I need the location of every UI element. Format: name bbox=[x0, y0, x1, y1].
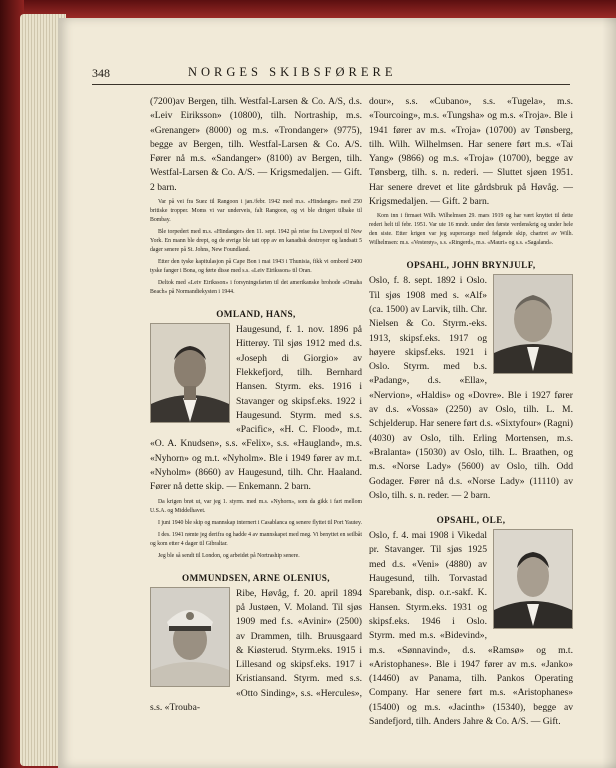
right-column bbox=[369, 95, 573, 729]
war-note: Ble torpedert med m.s. «Hindanger» den 11. sept. 1942 på reise fra Liverpool til New York. En mann ble drept, og de øvrige ble tatt opp av en kanadisk destroyer og landsatt 5 dager senere på St. Johns, New Foundland. bbox=[150, 229, 362, 254]
page-number: 348 bbox=[92, 66, 110, 80]
war-note: Jeg ble så sendt til London, og arbeidet på Nortraship senere. bbox=[158, 552, 300, 559]
war-note: Var på vei fra Suez til Rangoon i jan./febr. 1942 med m.s. «Hindanger» med 250 britiske tropper. Moms vi var underveis, falt Rangoon, og vi ble dirigert tilbake til Bombay. bbox=[150, 199, 362, 224]
entry-opsahl-john bbox=[369, 260, 573, 503]
entry-opsahl-ole bbox=[369, 515, 573, 729]
entry-name-heading: OPSAHL, JOHN BRYNJULF, bbox=[406, 260, 536, 271]
portrait-photo bbox=[150, 587, 230, 687]
portrait-photo bbox=[493, 274, 573, 374]
entry-ommundsen bbox=[150, 573, 362, 716]
running-title: NORGES SKIBSFØRERE bbox=[188, 65, 397, 79]
war-note: I des. 1941 rømte jeg derifra og hadde 4 av mannskapet med meg. Vi benyttet en seilbåt og kom etter 4 dager til Gibraltar. bbox=[150, 531, 362, 547]
war-note: Da krigen brøt ut, var jeg 1. styrm. med m.s. «Nyhorn», som da gikk i fart mellom U.S.A. og Middelhavet. bbox=[150, 498, 362, 514]
entry-name-heading: OMLAND, HANS, bbox=[216, 309, 296, 320]
entry-omland bbox=[150, 309, 362, 561]
portrait-photo bbox=[150, 323, 230, 423]
entry-continuation-text: (7200)av Bergen, tilh. Westfal-Larsen & Co. A/S, d.s. «Leiv Eiriksson» (10800), tilh. Nortraship, m.s. «Grenanger» (8000) og m.s. «Trondanger» (9775), begge av Bergen, tilh. Westfal-Larsen & Co. A/S. Fører nå m.s. «Sandanger» (8100) av Bergen, tilh. Westfal-Larsen & Co. A/S. — Krigsmedaljen. — Gift. 2 barn. bbox=[150, 96, 362, 193]
portrait-older-man-icon bbox=[494, 275, 572, 373]
entry-body-text: Oslo, f. 4. mai 1908 i Vikedal pr. Stavanger. Til sjøs 1925 med d.s. «Veni» (4880) av Haugesund, tilh. Torvastad Sparebank, disp. o.r.-sakf. K. Hansen. Styrm.eks. 1931 og skipsf.eks. 1946 i Oslo. Styrm. med m.s. «Bidevind», m.s. «Sønnavind», d.s. «Ramsø» og m.t. «Aristophanes». Ble i 1947 fører av m.s. «Janko» (14460) av Panama, tilh. Pankos Operating Company. Har senere ført m.s. «Aristophanes» (15400) og m.s. «Jacinth» (15340), begge av Sandefjord, tilh. Anders Jahre & Co. A/S. — Gift. bbox=[369, 530, 573, 727]
entry-name-heading: OPSAHL, OLE, bbox=[436, 515, 506, 526]
portrait-captain-cap-icon bbox=[151, 588, 229, 686]
entry-continuation-text: dour», s.s. «Cubano», s.s. «Tugela», m.s. «Tourcoing», m.s. «Tungsha» og m.s. «Troja». Ble i 1941 fører av m.s. «Troja» (10700) av Tønsberg, tilh. Wilh. Wilhelmsen. Har senere ført m.s. «Tai Yang» (9866) og m.s. «Troja» (10700), begge av Tønsberg, tilh. s. n. rederi. — Sluttet sjøen 1951. Har senere drevet et lite gårdsbruk på Høvåg. — Krigsmedaljen. — Gift. 2 barn. bbox=[369, 96, 573, 208]
page-header bbox=[92, 62, 570, 85]
book-cover-top bbox=[0, 0, 616, 18]
portrait-man-suit-icon bbox=[151, 324, 229, 422]
left-column bbox=[150, 95, 362, 715]
portrait-photo bbox=[493, 529, 573, 629]
entry-body-text: Ribe, Høvåg, f. 20. april 1894 på Justøen, V. Moland. Til sjøs 1909 med f.s. «Avinir» (2500) av Drammen, tilh. Bruusgaard & Kiøsterud. Styrm.eks. 1915 i Lillesand og skipsf.eks. 1917 i Kristiansand. Styrm. med s.s. «Otto Sinding», s.s. «Hercules», s.s. «Trouba- bbox=[150, 587, 362, 714]
war-note: Etter den tyske kapitulasjon på Cape Bon i mai 1943 i Thunisia, fikk vi ombord 2400 tyske fanger i Bona, og førte disse med s.s. «Leiv Eiriksson» til Oran. bbox=[150, 259, 362, 275]
page-gutter-shadow bbox=[602, 18, 616, 768]
entry-body-text: Haugesund, f. 1. nov. 1896 på Hitterøy. Til sjøs 1912 med d.s. «Joseph di Giorgio» av Flekkefjord, tilh. Bernhard Hansen. Styrm. eks. 1916 i Stavanger og skipsf.eks. 1922 i Haugesund. Styrm. med s.s. «Pacific», «H. C. Flood», m.t. «O. A. Knudsen», s.s. «Felix», s.s. «Haugland», m.s. «Nyhorn» og m.t. «Nyholm». Ble i 1949 fører av m.t. «Nyholm» (8660) av Haugesund, tilh. Chr. Haaland. Fører nå dette skip. — Enkemann. 2 barn. bbox=[150, 324, 362, 493]
entry-name-heading: OMMUNDSEN, ARNE OLENIUS, bbox=[182, 572, 330, 583]
portrait-young-man-icon bbox=[494, 530, 572, 628]
entry-body-text: Oslo, f. 8. sept. 1892 i Oslo. Til sjøs 1908 med s. «Alf» (ca. 1500) av Larvik, tilh. Chr. Nielsen & Co. Styrm.-eks. 1913, skipsf.eks. 1917 og høyere skipsf.eks. 1921 i Oslo. Styrm. med b.s. «Padang», d.s. «Ella», «Nervion», «Haldis» og «Dovre». Ble i 1927 fører av d.s. «Vossa» (2250) av Oslo, tilh. L. M. Schjelderup. Har senere ført d.s. «Sixtyfour» (Ragni) (4030) av Oslo, tilh. Erling Mortensen, m.s. «Bralanta» (15030) av Oslo, tilh. L. Braathen, og m.s. «Norse Lady» (5600) av Oslo, tilh. Odd Godager. Fører nå d.s. «Norse Lady» (11110) av Oslo, tilh. s. n. reder. — 2 barn. bbox=[369, 275, 573, 501]
war-note: Deltok med «Leiv Eiriksson» i forsyningsfarten til det amerikanske brohode «Omaha Beach» på Normandiekysten i 1944. bbox=[150, 280, 362, 296]
career-note: Kom inn i firmaet Wilh. Wilhelmsen 29. mars 1919 og har vært knyttet til dette rederi helt til febr. 1951. Var ute 16 mndr. under den første verdenskrig og under hele den siste. Etter krigen var jeg supercargo med følgende skip, chartret av Wilh. Wilhelmsen: m.s. «Vesterøy», s.s. «Ringerd», m.s. «Mauri» og s.s. «Sagaland». bbox=[369, 213, 573, 247]
war-note: I juni 1940 ble skip og mannskap internert i Casablanca og senere flyttet til Port Yautey. bbox=[158, 519, 362, 526]
